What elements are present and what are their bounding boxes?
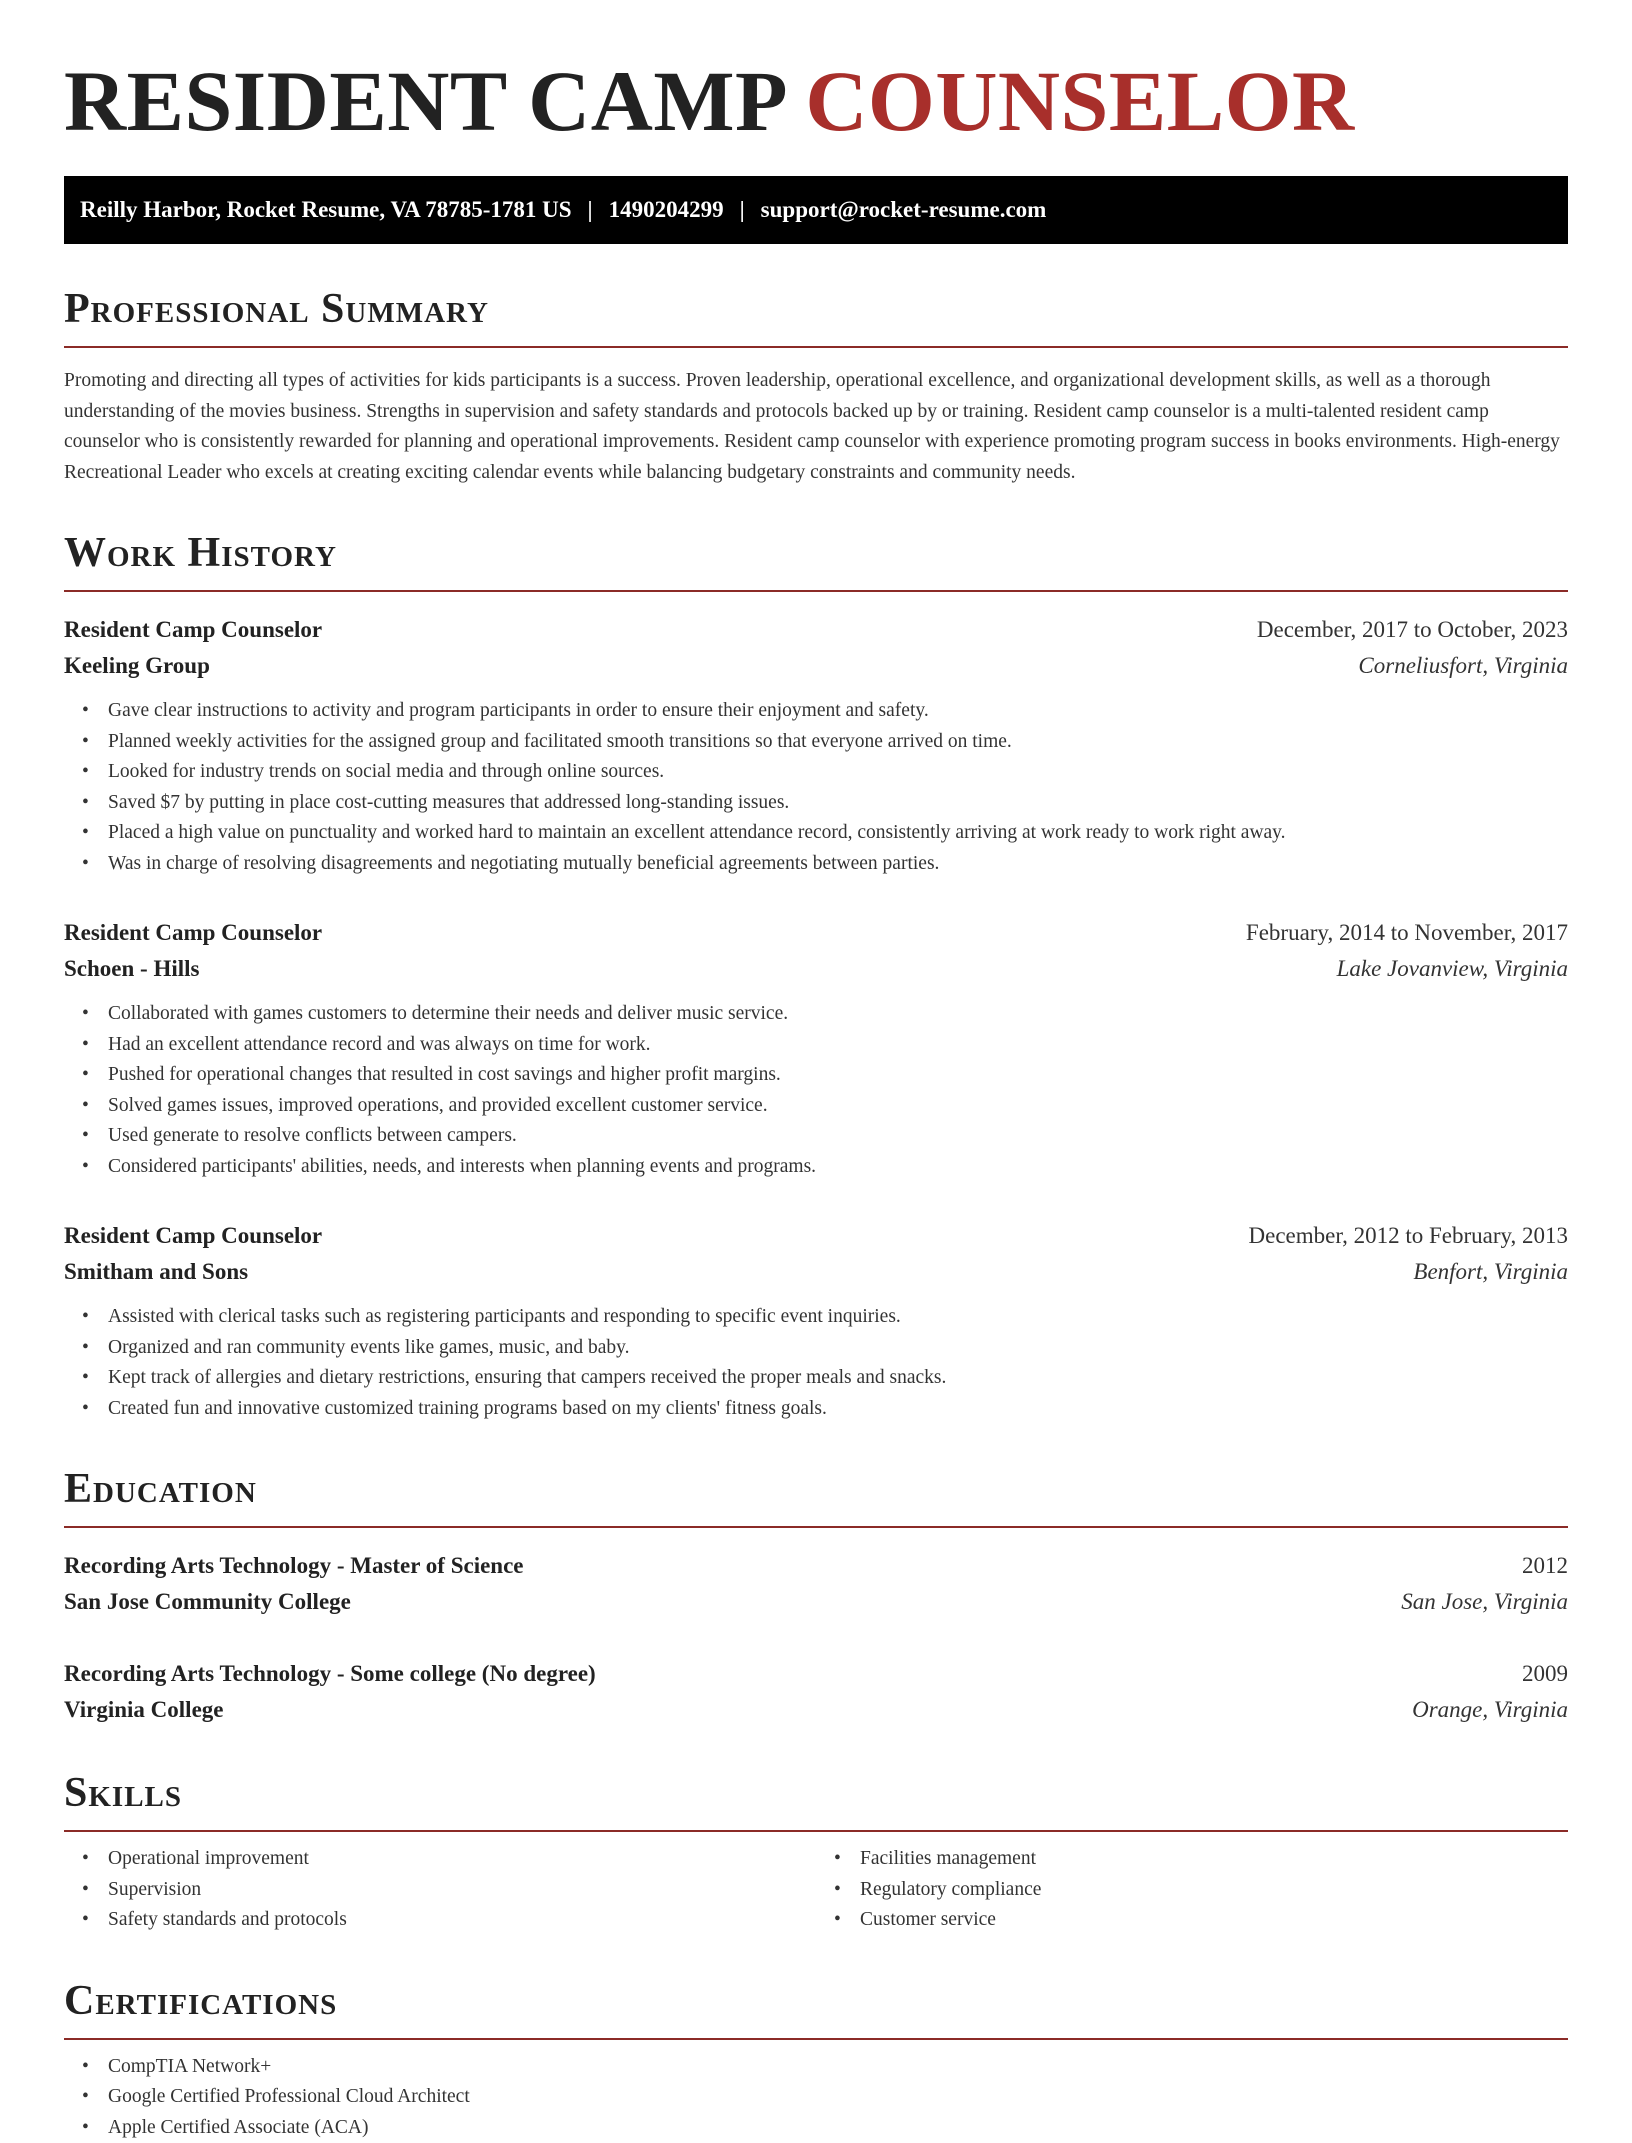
work-history-heading: Work History	[64, 532, 1568, 574]
education-location: Orange, Virginia	[1412, 1692, 1568, 1728]
bullet-icon: •	[82, 1333, 89, 1364]
job-header-row	[64, 612, 1568, 648]
education-degree: Recording Arts Technology - Master of Science	[64, 1548, 524, 1584]
bullet-icon: •	[82, 1875, 89, 1906]
list-item	[108, 757, 1568, 788]
job-duties-list	[64, 696, 1568, 879]
skill-text: Customer service	[860, 1909, 996, 1930]
bullet-icon: •	[834, 1844, 841, 1875]
bullet-icon: •	[82, 1060, 89, 1091]
duty-text: Kept track of allergies and dietary restrictions, ensuring that campers received the proper meals and snacks.	[108, 1367, 946, 1388]
job-dates: December, 2012 to February, 2013	[1249, 1218, 1569, 1254]
section-divider	[64, 1830, 1568, 1832]
skills-columns	[64, 1844, 1568, 1936]
education-entry	[64, 1548, 1568, 1620]
bullet-icon: •	[82, 1363, 89, 1394]
list-item	[108, 2052, 1568, 2083]
list-item	[108, 727, 1568, 758]
job-entry	[64, 612, 1568, 879]
education-location: San Jose, Virginia	[1401, 1584, 1568, 1620]
list-item	[108, 1302, 1568, 1333]
duty-text: Looked for industry trends on social media and through online sources.	[108, 761, 664, 782]
list-item	[108, 1394, 1568, 1425]
bullet-icon: •	[82, 1030, 89, 1061]
list-item	[108, 1875, 816, 1906]
list-item	[108, 1363, 1568, 1394]
bullet-icon: •	[82, 757, 89, 788]
contact-phone: 1490204299	[609, 197, 724, 223]
education-year: 2009	[1522, 1656, 1568, 1692]
job-company-row	[64, 648, 1568, 684]
bullet-icon: •	[82, 818, 89, 849]
skills-list-left	[64, 1844, 816, 1936]
list-item	[108, 696, 1568, 727]
bullet-icon: •	[82, 1121, 89, 1152]
job-company: Schoen - Hills	[64, 951, 199, 987]
skill-text: Facilities management	[860, 1848, 1036, 1869]
certification-text: Google Certified Professional Cloud Architect	[108, 2086, 470, 2107]
job-location: Corneliusfort, Virginia	[1358, 648, 1568, 684]
bullet-icon: •	[834, 1905, 841, 1936]
list-item	[108, 1091, 1568, 1122]
contact-separator: |	[572, 197, 609, 223]
job-role: Resident Camp Counselor	[64, 612, 322, 648]
job-duties-list	[64, 999, 1568, 1182]
list-item	[108, 788, 1568, 819]
contact-separator: |	[724, 197, 761, 223]
job-company: Keeling Group	[64, 648, 210, 684]
duty-text: Had an excellent attendance record and was always on time for work.	[108, 1034, 651, 1055]
duty-text: Organized and ran community events like games, music, and baby.	[108, 1337, 629, 1358]
duty-text: Gave clear instructions to activity and program participants in order to ensure their enjoyment and safety.	[108, 700, 929, 721]
certifications-heading: Certifications	[64, 1980, 1568, 2022]
summary-text: Promoting and directing all types of activities for kids participants is a success. Proven leadership, operational excellence, and organizational development skills, as well as a thorough understanding of the movies business. Strengths in supervision and safety standards and protocols backed up by or training. Resident camp counselor is a multi-talented resident camp counselor who is consistently rewarded for planning and operational improvements. Resident camp counselor with experience promoting program success in books environments. High-energy Recreational Leader who excels at creating exciting calendar events while balancing budgetary constraints and community needs.	[64, 366, 1568, 488]
job-company-row	[64, 951, 1568, 987]
resume-title	[64, 58, 1568, 144]
duty-text: Saved $7 by putting in place cost-cutting measures that addressed long-standing issues.	[108, 792, 789, 813]
education-year: 2012	[1522, 1548, 1568, 1584]
list-item	[108, 1152, 1568, 1183]
bullet-icon: •	[82, 1394, 89, 1425]
duty-text: Collaborated with games customers to determine their needs and deliver music service.	[108, 1003, 788, 1024]
bullet-icon: •	[82, 727, 89, 758]
duty-text: Placed a high value on punctuality and worked hard to maintain an excellent attendance record, consistently arriving at work ready to work right away.	[108, 822, 1286, 843]
job-entry	[64, 915, 1568, 1182]
education-degree: Recording Arts Technology - Some college (No degree)	[64, 1656, 596, 1692]
education-school-row	[64, 1692, 1568, 1728]
duty-text: Considered participants' abilities, needs, and interests when planning events and programs.	[108, 1156, 816, 1177]
bullet-icon: •	[82, 1905, 89, 1936]
bullet-icon: •	[82, 2082, 89, 2113]
skill-text: Safety standards and protocols	[108, 1909, 347, 1930]
section-divider	[64, 1526, 1568, 1528]
bullet-icon: •	[834, 1875, 841, 1906]
certifications-list	[64, 2052, 1568, 2143]
list-item	[108, 849, 1568, 880]
duty-text: Assisted with clerical tasks such as registering participants and responding to specific event inquiries.	[108, 1306, 901, 1327]
bullet-icon: •	[82, 2052, 89, 2083]
education-degree-row	[64, 1656, 1568, 1692]
list-item	[108, 1030, 1568, 1061]
job-duties-list	[64, 1302, 1568, 1424]
bullet-icon: •	[82, 849, 89, 880]
duty-text: Used generate to resolve conflicts between campers.	[108, 1125, 517, 1146]
skill-text: Operational improvement	[108, 1848, 309, 1869]
job-company: Smitham and Sons	[64, 1254, 248, 1290]
job-role: Resident Camp Counselor	[64, 915, 322, 951]
list-item	[108, 1844, 816, 1875]
job-company-row	[64, 1254, 1568, 1290]
education-entry	[64, 1656, 1568, 1728]
education-school: San Jose Community College	[64, 1584, 351, 1620]
duty-text: Planned weekly activities for the assigned group and facilitated smooth transitions so that everyone arrived on time.	[108, 731, 1012, 752]
list-item	[860, 1905, 1568, 1936]
section-divider	[64, 2038, 1568, 2040]
job-location: Benfort, Virginia	[1413, 1254, 1568, 1290]
bullet-icon: •	[82, 696, 89, 727]
bullet-icon: •	[82, 2113, 89, 2143]
job-header-row	[64, 915, 1568, 951]
duty-text: Was in charge of resolving disagreements and negotiating mutually beneficial agreements between parties.	[108, 853, 939, 874]
list-item	[108, 2082, 1568, 2113]
education-degree-row	[64, 1548, 1568, 1584]
duty-text: Created fun and innovative customized training programs based on my clients' fitness goals.	[108, 1398, 827, 1419]
bullet-icon: •	[82, 1302, 89, 1333]
job-header-row	[64, 1218, 1568, 1254]
title-part-2: COUNSELOR	[805, 53, 1354, 149]
list-item	[860, 1875, 1568, 1906]
bullet-icon: •	[82, 1091, 89, 1122]
education-school-row	[64, 1584, 1568, 1620]
section-divider	[64, 346, 1568, 348]
job-dates: December, 2017 to October, 2023	[1257, 612, 1568, 648]
skill-text: Regulatory compliance	[860, 1879, 1041, 1900]
job-dates: February, 2014 to November, 2017	[1246, 915, 1568, 951]
contact-email[interactable]: support@rocket-resume.com	[761, 197, 1047, 223]
education-heading: Education	[64, 1468, 1568, 1510]
bullet-icon: •	[82, 1152, 89, 1183]
title-part-1: RESIDENT CAMP	[64, 53, 783, 149]
list-item	[108, 2113, 1568, 2143]
summary-heading: Professional Summary	[64, 288, 1568, 330]
skills-list-right	[816, 1844, 1568, 1936]
certification-text: CompTIA Network+	[108, 2056, 271, 2077]
job-location: Lake Jovanview, Virginia	[1337, 951, 1568, 987]
contact-bar	[64, 176, 1568, 244]
certification-text: Apple Certified Associate (ACA)	[108, 2117, 368, 2138]
list-item	[108, 818, 1568, 849]
duty-text: Solved games issues, improved operations, and provided excellent customer service.	[108, 1095, 768, 1116]
skills-heading: Skills	[64, 1772, 1568, 1814]
job-entry	[64, 1218, 1568, 1424]
bullet-icon: •	[82, 788, 89, 819]
list-item	[108, 1121, 1568, 1152]
bullet-icon: •	[82, 999, 89, 1030]
skill-text: Supervision	[108, 1879, 201, 1900]
contact-address: Reilly Harbor, Rocket Resume, VA 78785-1781 US	[80, 197, 572, 223]
list-item	[108, 999, 1568, 1030]
job-role: Resident Camp Counselor	[64, 1218, 322, 1254]
education-school: Virginia College	[64, 1692, 223, 1728]
duty-text: Pushed for operational changes that resulted in cost savings and higher profit margins.	[108, 1064, 781, 1085]
list-item	[108, 1060, 1568, 1091]
bullet-icon: •	[82, 1844, 89, 1875]
section-divider	[64, 590, 1568, 592]
list-item	[860, 1844, 1568, 1875]
list-item	[108, 1905, 816, 1936]
list-item	[108, 1333, 1568, 1364]
